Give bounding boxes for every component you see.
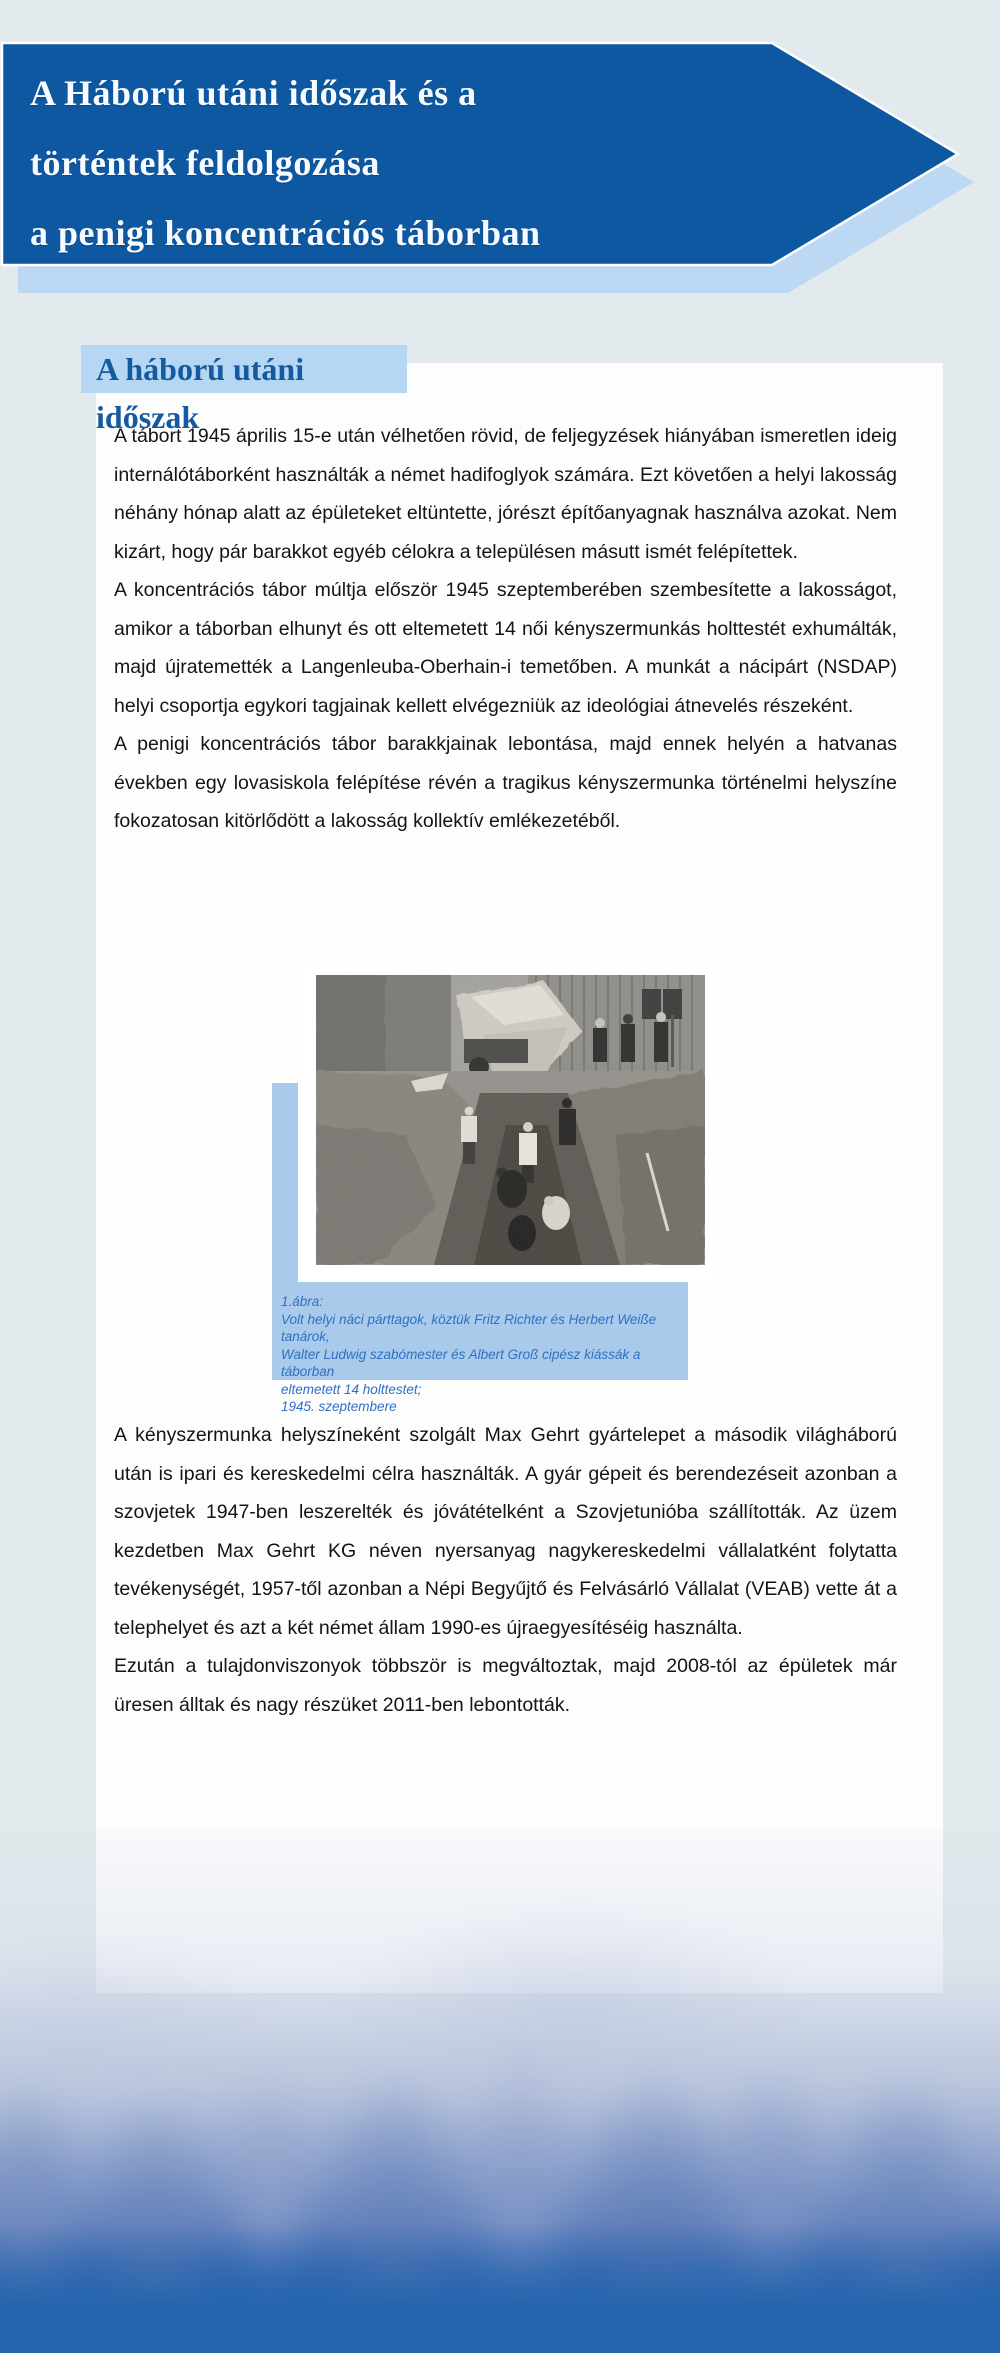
section-heading-text: A háború utáni időszak <box>96 351 305 435</box>
paragraph-2: A koncentrációs tábor múltja először 1945 szeptemberében szembesítette a lakosságot, amikor a táborban elhunyt és ott eltemetett 14 női kényszermunkás holttestét exhumálták, majd újratemették a Langenleuba-Oberhain-i temetőben. A munkát a nácipárt (NSDAP) helyi csoportja egykori tagjainak kellett elvégezniük az ideológiai átnevelés részeként. <box>114 579 897 717</box>
section-heading-highlight <box>81 345 407 435</box>
title-line-1: A Háború utáni időszak és a <box>30 73 477 113</box>
figure-caption <box>281 1293 677 1416</box>
caption-line-2: Volt helyi náci párttagok, köztük Fritz Richter és Herbert Weiße tanárok, <box>281 1311 657 1344</box>
page-title <box>30 58 790 268</box>
caption-line-1: 1.ábra: <box>281 1294 324 1309</box>
caption-line-3: Walter Ludwig szabómester és Albert Groß cipész kiássák a táborban <box>281 1346 641 1379</box>
paragraph-4: A kényszermunka helyszíneként szolgált Max Gehrt gyártelepet a második világháború után is ipari és kereskedelmi célra használták. A gyár gépeit és berendezéseit azonban a szovjetek 1947-ben leszerelték és jóvátételként a Szovjetunióba szállították. Az üzem kezdetben Max Gehrt KG néven nyersanyag nagykereskedelmi vállalatként folytatta tevékenységét, 1957-től azonban a Népi Begyűjtő és Felvásárló Vállalat (VEAB) vette át a telephelyet és azt a két német állam 1990-es újraegyesítéséig használta. <box>114 1424 897 1639</box>
paragraph-3: A penigi koncentrációs tábor barakkjainak lebontása, majd ennek helyén a hatvanas években egy lovasiskola felépítése révén a tragikus kényszermunka történelmi helyszíne fokozatosan kitörlődött a lakosság kollektív emlékezetéből. <box>114 733 897 832</box>
paragraph-1: A tábort 1945 április 15-e után vélhetően rövid, de feljegyzések hiányában ismeretlen ideig internálótáborként használták a német hadifoglyok számára. Ezt követően a helyi lakosság néhány hónap alatt az épületeket eltüntette, jórészt építőanyagnak használva azokat. Nem kizárt, hogy pár barakkot egyéb célokra a településen másutt ismét felépítettek. <box>114 425 897 563</box>
body-text-block-2 <box>114 1416 897 1724</box>
figure-photo-frame <box>298 966 713 1282</box>
paragraph-5: Ezután a tulajdonviszonyok többször is megváltoztak, majd 2008-tól az épületek már üresen álltak és nagy részüket 2011-ben lebontották. <box>114 1655 897 1716</box>
title-line-2: történtek feldolgozása <box>30 143 380 183</box>
body-text-block-1 <box>114 417 897 841</box>
mist-bottom-band <box>0 2223 1000 2353</box>
caption-line-5: 1945. szeptembere <box>281 1399 397 1414</box>
title-line-3: a penigi koncentrációs táborban <box>30 213 541 253</box>
historical-photo-exhumation <box>316 975 705 1265</box>
caption-line-4: eltemetett 14 holttestet; <box>281 1381 422 1397</box>
decorative-bottom-gradient <box>0 1830 1000 2353</box>
